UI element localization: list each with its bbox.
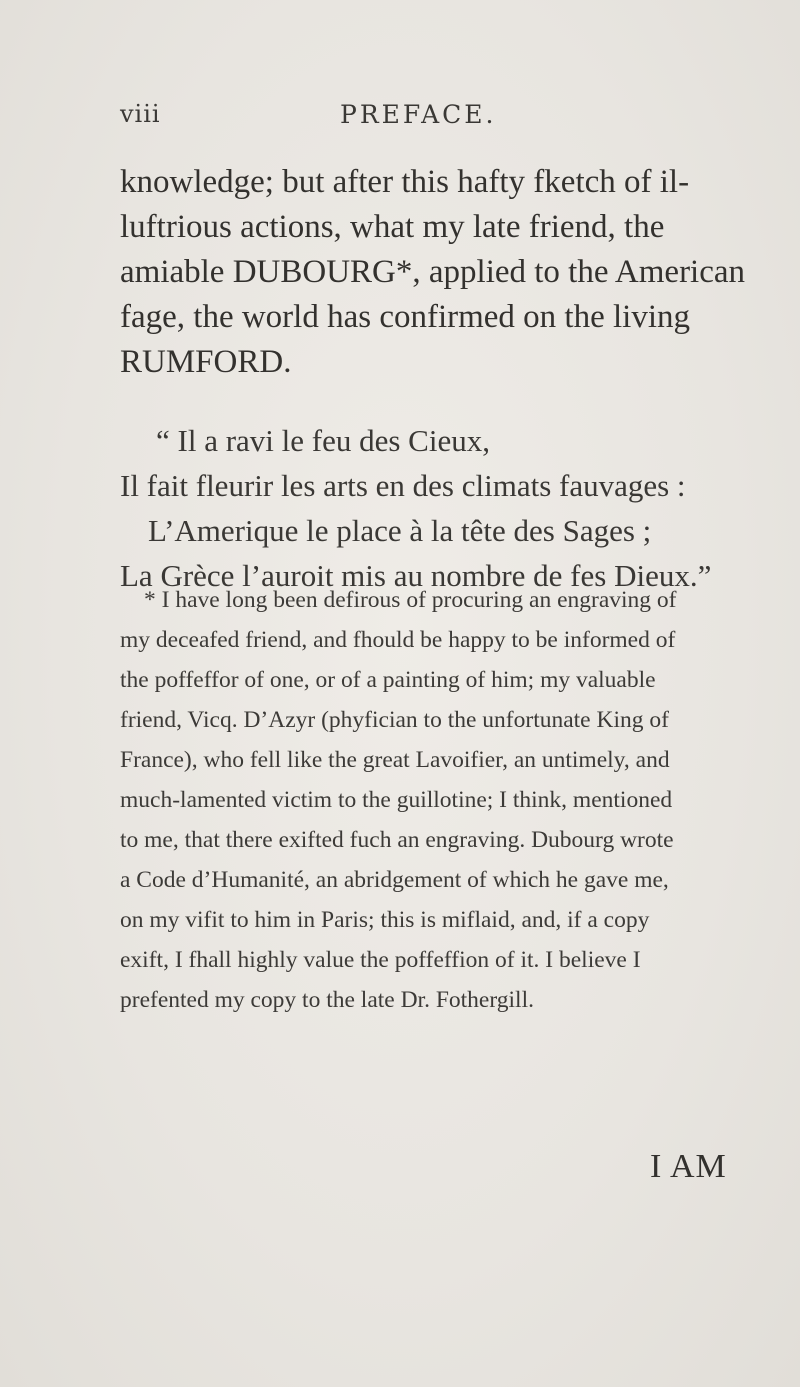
verse-quotation <box>120 418 740 598</box>
footnote-line: friend, Vicq. D’Azyr (phyfician to the unfortunate King of <box>120 707 669 733</box>
page-number: viii <box>120 100 161 128</box>
footnote-line: my deceafed friend, and fhould be happy to be informed of <box>120 627 676 653</box>
footnote-line: much-lamented victim to the guillotine; I think, mentioned <box>120 787 673 813</box>
footnote <box>120 580 740 1020</box>
body-line: luftrious actions, what my late friend, the <box>120 209 665 245</box>
footnote-line: the poffeffor of one, or of a painting of him; my valuable <box>120 667 656 693</box>
body-line: knowledge; but after this hafty fketch of il- <box>120 164 690 200</box>
footnote-line: France), who fell like the great Lavoifier, an untimely, and <box>120 747 670 773</box>
footnote-line: * I have long been defirous of procuring an engraving of <box>144 587 677 613</box>
footnote-line: to me, that there exifted fuch an engraving. Dubourg wrote <box>120 827 674 853</box>
footnote-line: exift, I fhall highly value the poffeffion of it. I believe I <box>120 947 641 973</box>
verse-line: “ Il a ravi le feu des Cieux, <box>156 423 490 458</box>
running-head <box>120 100 720 140</box>
catchword: I AM <box>650 1148 727 1185</box>
verse-line: Il fait fleurir les arts en des climats fauvages : <box>120 468 686 503</box>
verse-line: L’Amerique le place à la tête des Sages ; <box>148 513 652 548</box>
body-line: RUMFORD. <box>120 344 292 380</box>
main-paragraph <box>120 160 746 385</box>
footnote-line: a Code d’Humanité, an abridgement of which he gave me, <box>120 867 669 893</box>
verse-line: La Grèce l’auroit mis au nombre de fes Dieux.” <box>120 558 712 593</box>
body-line: fage, the world has confirmed on the living <box>120 299 691 335</box>
body-line: amiable DUBOURG*, applied to the American <box>120 254 746 290</box>
running-title: PREFACE. <box>340 100 497 129</box>
footnote-line: on my vifit to him in Paris; this is miflaid, and, if a copy <box>120 907 650 933</box>
footnote-line: prefented my copy to the late Dr. Fothergill. <box>120 987 534 1013</box>
